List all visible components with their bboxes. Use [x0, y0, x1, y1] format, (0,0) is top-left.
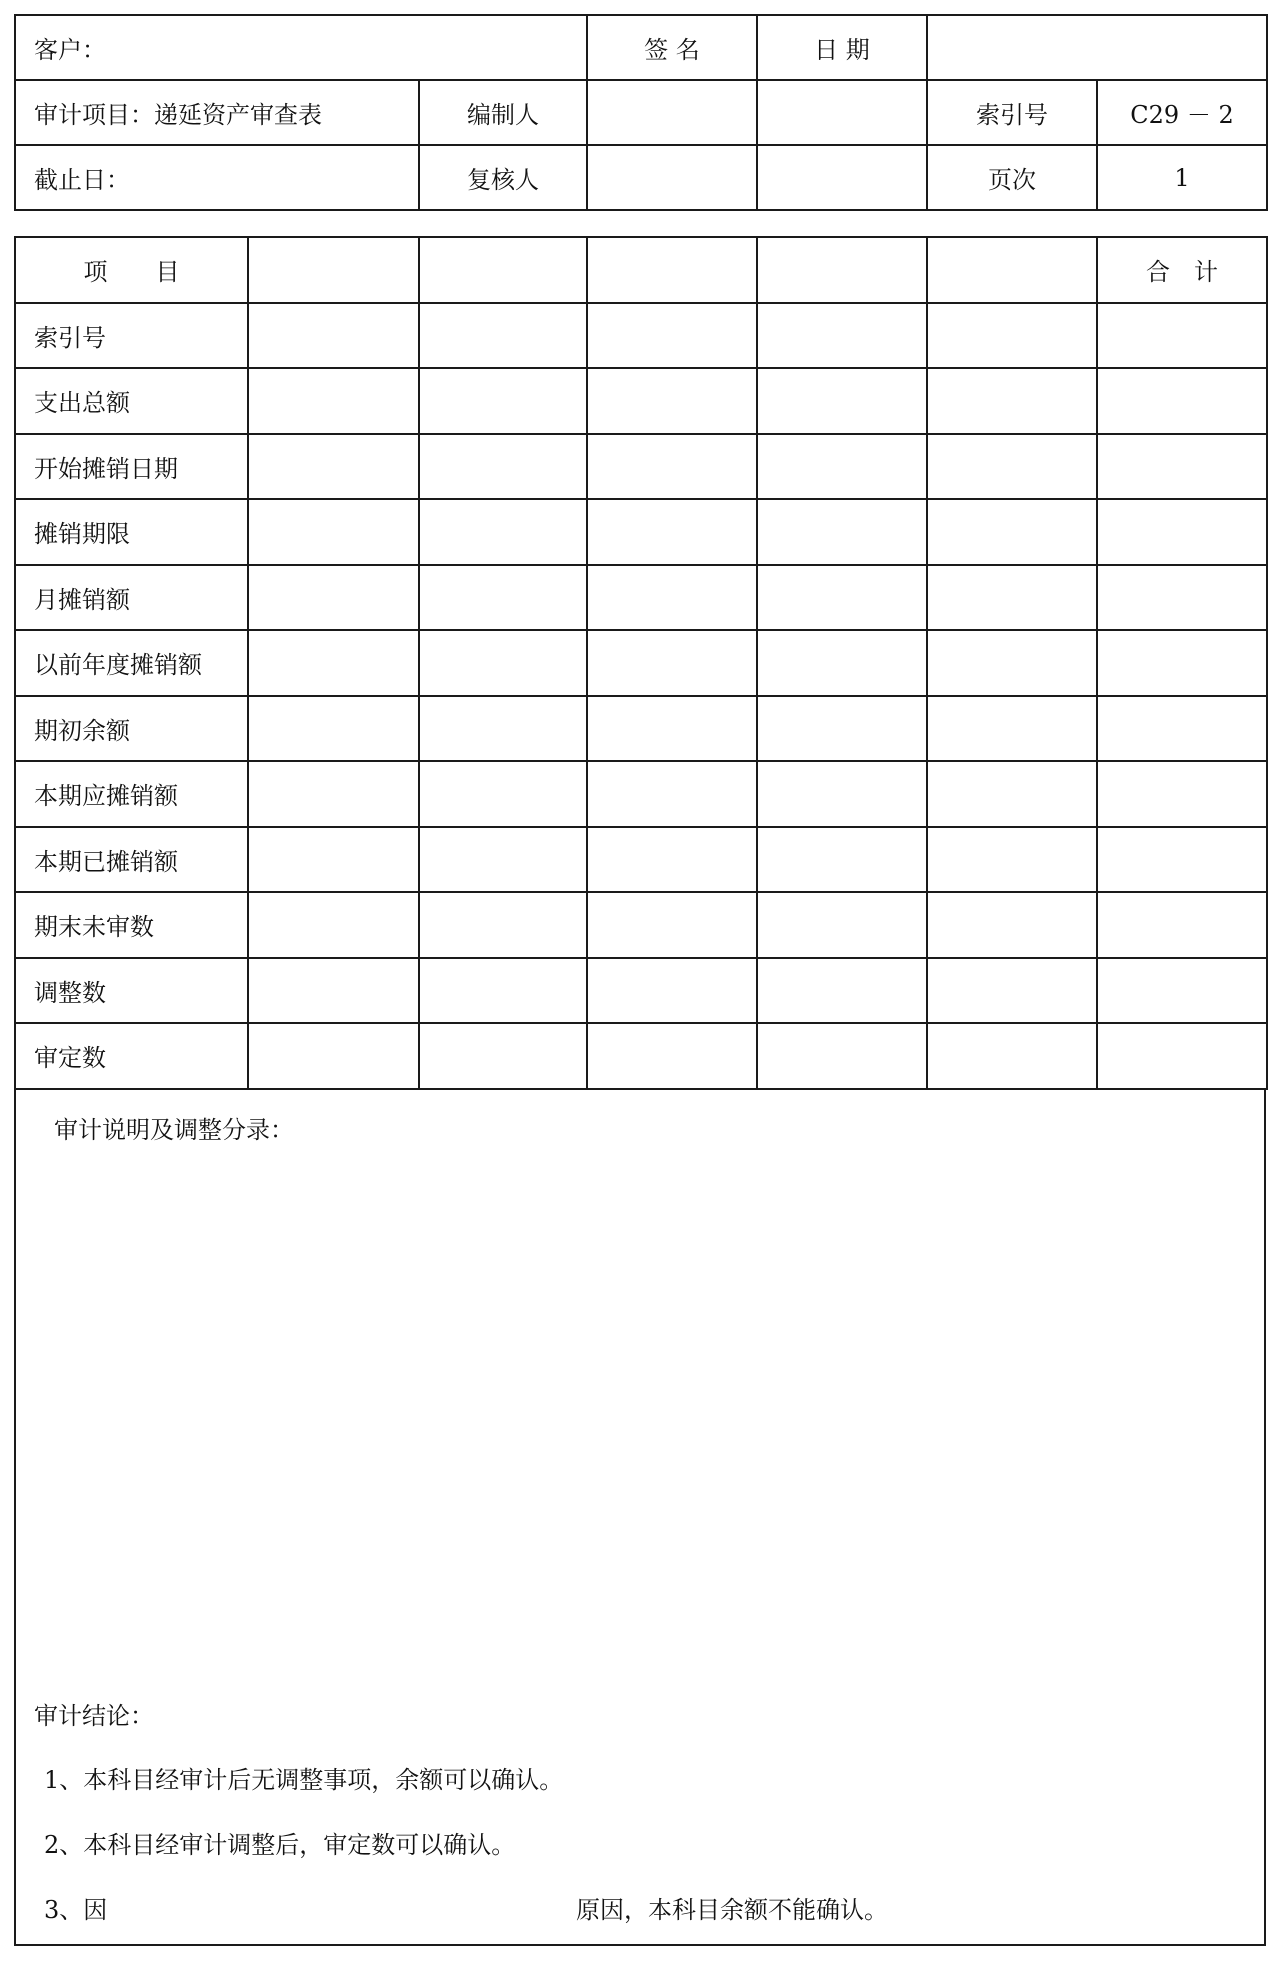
table-cell[interactable]	[587, 696, 757, 762]
sign-label: 签 名	[587, 15, 757, 80]
table-row	[15, 892, 1267, 958]
preparer-label: 编制人	[419, 80, 587, 145]
row-label: 审定数	[15, 1023, 248, 1089]
audit-notes-section[interactable]	[14, 1090, 1266, 1946]
table-cell[interactable]	[419, 499, 587, 565]
table-row	[15, 565, 1267, 631]
audit-item-label: 审计项目：递延资产审查表	[15, 80, 419, 145]
table-cell[interactable]	[927, 630, 1097, 696]
table-cell[interactable]	[248, 368, 419, 434]
column-header[interactable]	[248, 237, 419, 303]
row-label: 期末未审数	[15, 892, 248, 958]
table-cell[interactable]	[757, 827, 927, 893]
table-cell[interactable]	[757, 1023, 927, 1089]
index-value: C29 － 2	[1097, 80, 1267, 145]
total-cell[interactable]	[1097, 434, 1267, 500]
table-row	[15, 761, 1267, 827]
blank-cell[interactable]	[927, 15, 1267, 80]
table-cell[interactable]	[587, 565, 757, 631]
preparer-sign-field[interactable]	[587, 80, 757, 145]
table-row	[15, 696, 1267, 762]
row-label: 月摊销额	[15, 565, 248, 631]
total-cell[interactable]	[1097, 827, 1267, 893]
column-header[interactable]	[419, 237, 587, 303]
table-cell[interactable]	[587, 1023, 757, 1089]
total-cell[interactable]	[1097, 958, 1267, 1024]
header-row-client	[15, 15, 1267, 80]
table-cell[interactable]	[587, 630, 757, 696]
table-cell[interactable]	[248, 630, 419, 696]
table-cell[interactable]	[587, 368, 757, 434]
item-column-header: 项 目	[15, 237, 248, 303]
table-cell[interactable]	[927, 696, 1097, 762]
conclusion-label: 审计结论：	[34, 1702, 154, 1730]
table-cell[interactable]	[757, 499, 927, 565]
conclusion-item-3-prefix: 3、因	[44, 1896, 108, 1924]
table-cell[interactable]	[587, 827, 757, 893]
conclusion-item-2: 2、本科目经审计调整后，审定数可以确认。	[44, 1831, 516, 1859]
page-value: 1	[1097, 145, 1267, 210]
table-cell[interactable]	[248, 696, 419, 762]
reviewer-label: 复核人	[419, 145, 587, 210]
total-cell[interactable]	[1097, 499, 1267, 565]
table-cell[interactable]	[419, 761, 587, 827]
total-cell[interactable]	[1097, 1023, 1267, 1089]
total-cell[interactable]	[1097, 761, 1267, 827]
table-cell[interactable]	[587, 761, 757, 827]
table-cell[interactable]	[248, 1023, 419, 1089]
table-cell[interactable]	[927, 892, 1097, 958]
table-row	[15, 630, 1267, 696]
header-row-cutoff	[15, 145, 1267, 210]
table-cell[interactable]	[248, 892, 419, 958]
row-label: 调整数	[15, 958, 248, 1024]
table-cell[interactable]	[757, 630, 927, 696]
column-header[interactable]	[757, 237, 927, 303]
table-cell[interactable]	[419, 892, 587, 958]
table-cell[interactable]	[927, 827, 1097, 893]
table-row	[15, 958, 1267, 1024]
table-cell[interactable]	[587, 958, 757, 1024]
preparer-date-field[interactable]	[757, 80, 927, 145]
table-cell[interactable]	[248, 303, 419, 369]
table-row	[15, 499, 1267, 565]
table-cell[interactable]	[248, 827, 419, 893]
row-label: 本期已摊销额	[15, 827, 248, 893]
total-cell[interactable]	[1097, 368, 1267, 434]
row-label: 支出总额	[15, 368, 248, 434]
row-label: 摊销期限	[15, 499, 248, 565]
table-cell[interactable]	[927, 958, 1097, 1024]
total-column-header: 合 计	[1097, 237, 1267, 303]
table-cell[interactable]	[248, 565, 419, 631]
table-cell[interactable]	[419, 565, 587, 631]
table-cell[interactable]	[248, 958, 419, 1024]
total-cell[interactable]	[1097, 630, 1267, 696]
row-label: 本期应摊销额	[15, 761, 248, 827]
explanation-label: 审计说明及调整分录：	[54, 1116, 294, 1144]
table-row	[15, 1023, 1267, 1089]
table-row	[15, 303, 1267, 369]
table-cell[interactable]	[587, 499, 757, 565]
table-cell[interactable]	[419, 368, 587, 434]
date-label: 日 期	[757, 15, 927, 80]
table-cell[interactable]	[419, 630, 587, 696]
total-cell[interactable]	[1097, 565, 1267, 631]
reviewer-sign-field[interactable]	[587, 145, 757, 210]
table-cell[interactable]	[419, 958, 587, 1024]
table-cell[interactable]	[757, 892, 927, 958]
page-label: 页次	[927, 145, 1097, 210]
row-label: 期初余额	[15, 696, 248, 762]
table-row	[15, 827, 1267, 893]
row-label: 索引号	[15, 303, 248, 369]
conclusion-item-1: 1、本科目经审计后无调整事项，余额可以确认。	[44, 1766, 564, 1794]
table-cell[interactable]	[419, 827, 587, 893]
table-row	[15, 434, 1267, 500]
table-cell[interactable]	[757, 761, 927, 827]
table-cell[interactable]	[419, 1023, 587, 1089]
table-cell[interactable]	[927, 761, 1097, 827]
table-cell[interactable]	[248, 434, 419, 500]
table-cell[interactable]	[757, 368, 927, 434]
reviewer-date-field[interactable]	[757, 145, 927, 210]
total-cell[interactable]	[1097, 303, 1267, 369]
table-cell[interactable]	[927, 303, 1097, 369]
row-label: 开始摊销日期	[15, 434, 248, 500]
table-cell[interactable]	[927, 565, 1097, 631]
table-cell[interactable]	[419, 696, 587, 762]
table-cell[interactable]	[927, 499, 1097, 565]
row-label: 以前年度摊销额	[15, 630, 248, 696]
table-cell[interactable]	[248, 499, 419, 565]
column-header[interactable]	[927, 237, 1097, 303]
table-cell[interactable]	[248, 761, 419, 827]
header-row-audit-item	[15, 80, 1267, 145]
column-header[interactable]	[587, 237, 757, 303]
deferred-assets-table	[14, 236, 1268, 1090]
total-cell[interactable]	[1097, 696, 1267, 762]
conclusion-item-3-suffix: 原因，本科目余额不能确认。	[576, 1896, 888, 1924]
table-cell[interactable]	[587, 434, 757, 500]
table-cell[interactable]	[587, 892, 757, 958]
table-cell[interactable]	[757, 958, 927, 1024]
total-cell[interactable]	[1097, 892, 1267, 958]
table-cell[interactable]	[927, 434, 1097, 500]
client-field[interactable]: 客户：	[15, 15, 587, 80]
table-cell[interactable]	[757, 696, 927, 762]
table-header-row	[15, 237, 1267, 303]
table-cell[interactable]	[419, 303, 587, 369]
table-cell[interactable]	[587, 303, 757, 369]
header-table	[14, 14, 1268, 211]
index-label: 索引号	[927, 80, 1097, 145]
table-row	[15, 368, 1267, 434]
table-cell[interactable]	[757, 303, 927, 369]
table-cell[interactable]	[927, 1023, 1097, 1089]
table-cell[interactable]	[757, 434, 927, 500]
cutoff-date-field[interactable]: 截止日：	[15, 145, 419, 210]
table-cell[interactable]	[927, 368, 1097, 434]
table-cell[interactable]	[419, 434, 587, 500]
table-cell[interactable]	[757, 565, 927, 631]
